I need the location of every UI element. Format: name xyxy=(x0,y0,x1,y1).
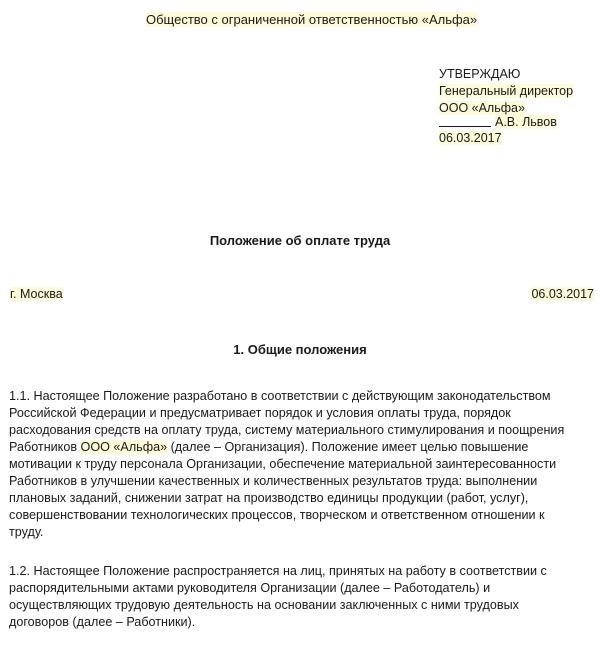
document-date: 06.03.2017 xyxy=(531,287,594,301)
paragraph-line: договоров (далее – Работники). xyxy=(9,615,196,629)
paragraph-line: 1.1. Настоящее Положение разработано в соответствии с действующим законодательством xyxy=(9,389,551,403)
section-heading: 1. Общие положения xyxy=(233,342,367,357)
paragraph-1-2 xyxy=(9,563,594,631)
signature-line xyxy=(439,126,491,127)
document-title: Положение об оплате труда xyxy=(209,233,391,248)
paragraph-line: распорядительными актами руководителя Организации (далее – Работодатель) и xyxy=(9,581,491,595)
paragraph-1-1 xyxy=(9,388,594,541)
paragraph-line: мотивации к труду персонала Организации, обеспечение материальной заинтересованности xyxy=(9,457,557,471)
paragraph-line: 1.2. Настоящее Положение распространяется на лиц, принятых на работу в соответствии с xyxy=(9,564,547,578)
paragraph-line: Российской Федерации и предусматривает порядок и условия оплаты труда, порядок xyxy=(9,406,511,420)
approval-position: Генеральный директор xyxy=(439,84,574,98)
organization-name: Общество с ограниченной ответственностью «Альфа» xyxy=(146,12,478,27)
approval-signature xyxy=(439,114,557,131)
approval-date: 06.03.2017 xyxy=(439,131,502,145)
approval-label: УТВЕРЖДАЮ xyxy=(439,67,521,81)
paragraph-line: совершенствовании технологических процессов, творческом и ответственном отношении к xyxy=(9,508,545,522)
paragraph-line: осуществляющих трудовую деятельность на основании заключенных с ними трудовых xyxy=(9,598,519,612)
paragraph-line: Работников ООО «Альфа» (далее – Организация). Положение имеет целью повышение xyxy=(9,440,529,454)
approval-company: ООО «Альфа» xyxy=(439,101,525,115)
paragraph-line: Работников в улучшении качественных и количественных результатов труда: выполнении xyxy=(9,474,538,488)
paragraph-line: расходования средств на оплату труда, систему материального стимулирования и поощрения xyxy=(9,423,565,437)
paragraph-line: труду. xyxy=(9,525,44,539)
document-city: г. Москва xyxy=(10,287,63,301)
approval-signatory: А.В. Львов xyxy=(495,115,557,129)
company-highlight: ООО «Альфа» xyxy=(80,440,168,454)
paragraph-line: плановых заданий, снижении затрат на производство единицы продукции (работ, услуг), xyxy=(9,491,529,505)
